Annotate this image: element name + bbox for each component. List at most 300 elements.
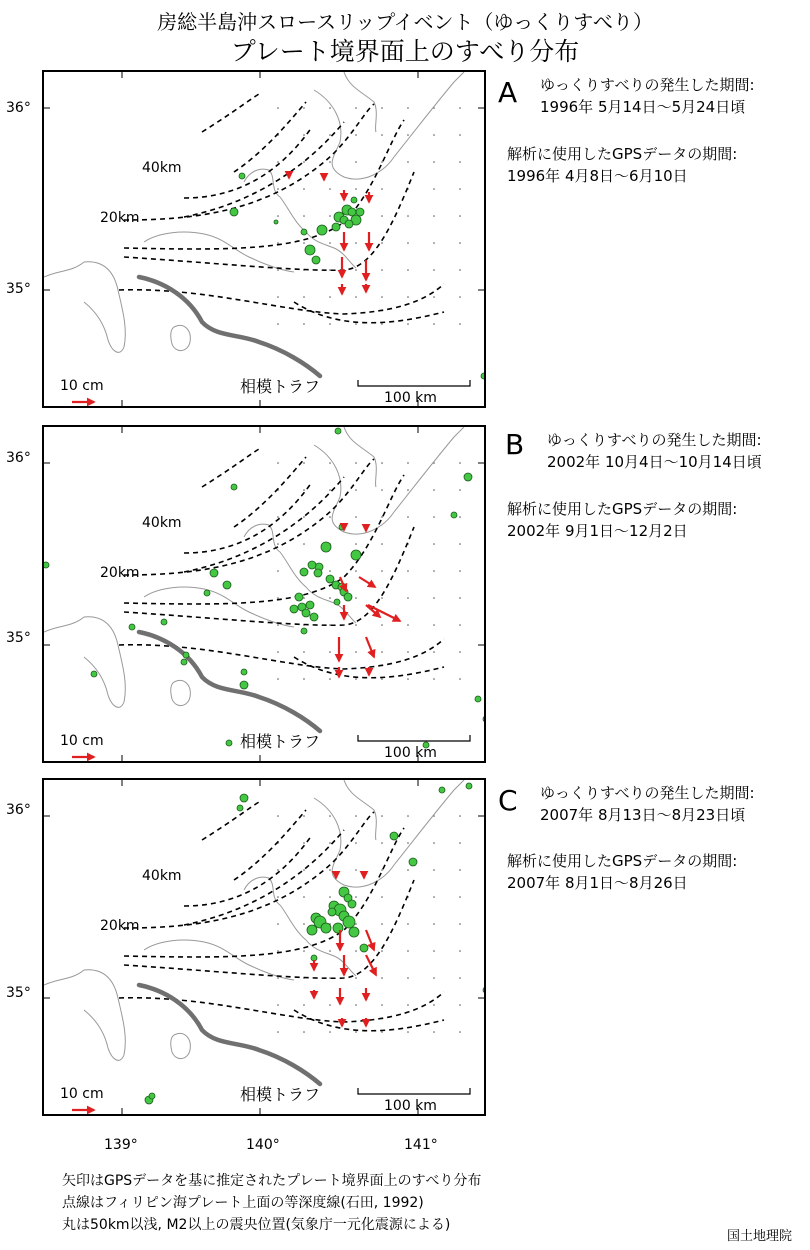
coastline: [344, 72, 376, 132]
earthquake-epicenter: [356, 208, 364, 216]
coastline: [344, 780, 376, 840]
earthquake-epicenter: [204, 590, 210, 596]
earthquake-epicenter: [409, 858, 417, 866]
earthquake-epicenter: [305, 245, 315, 255]
grid-dot: [459, 215, 461, 217]
earthquake-epicenter: [314, 569, 322, 577]
grid-dot: [381, 489, 383, 491]
earthquake-epicenter: [334, 599, 340, 605]
trough-label: 相模トラフ: [240, 732, 321, 751]
earthquake-epicenter: [301, 229, 307, 235]
grid-dot: [381, 651, 383, 653]
grid-dot: [329, 1031, 331, 1033]
grid-dot: [381, 462, 383, 464]
event-label: ゆっくりすべりの発生した期間:: [547, 431, 762, 449]
panel-a-gps: [507, 143, 737, 187]
grid-dot: [407, 678, 409, 680]
map-canvas: [44, 72, 484, 406]
scale-bar: [358, 1088, 470, 1094]
coastline: [171, 1033, 191, 1058]
earthquake-epicenter: [348, 900, 356, 908]
grid-dot: [433, 543, 435, 545]
grid-dot: [407, 950, 409, 952]
scale-arrow-label: 10 cm: [60, 733, 104, 749]
grid-dot: [433, 869, 435, 871]
event-period: 2007年 8月13日～8月23日頃: [540, 806, 746, 824]
earthquake-epicenter: [328, 908, 336, 916]
grid-dot: [459, 296, 461, 298]
grid-dot: [407, 516, 409, 518]
lon-label-139: 139°: [104, 1137, 138, 1153]
grid-dot: [277, 462, 279, 464]
earthquake-epicenter: [183, 652, 189, 658]
grid-dot: [407, 1004, 409, 1006]
grid-dot: [277, 570, 279, 572]
scale-bar: [358, 735, 470, 741]
grid-dot: [303, 896, 305, 898]
earthquake-epicenter: [464, 473, 472, 481]
grid-dot: [303, 1004, 305, 1006]
grid-dot: [329, 323, 331, 325]
grid-dot: [407, 489, 409, 491]
event-period: 2002年 10月4日～10月14日頃: [547, 453, 762, 471]
grid-dot: [303, 1031, 305, 1033]
grid-dot: [355, 269, 357, 271]
earthquake-epicenter: [360, 944, 368, 952]
contour-label-20km: 20km: [100, 210, 140, 226]
trough-label: 相模トラフ: [240, 377, 321, 396]
grid-dot: [433, 1004, 435, 1006]
earthquake-epicenter: [466, 783, 472, 789]
grid-dot: [355, 678, 357, 680]
grid-dot: [277, 651, 279, 653]
earthquake-epicenter: [307, 925, 317, 935]
earthquake-epicenter: [230, 208, 238, 216]
depth-contour: [234, 102, 306, 172]
grid-dot: [303, 869, 305, 871]
earthquake-epicenter: [129, 624, 135, 630]
grid-dot: [355, 323, 357, 325]
lat-label-36: 36°: [6, 802, 31, 818]
earthquake-epicenter: [44, 562, 49, 568]
depth-contour: [184, 835, 312, 906]
grid-dot: [277, 597, 279, 599]
grid-dot: [303, 815, 305, 817]
earthquake-epicenter: [290, 605, 298, 613]
grid-dot: [459, 269, 461, 271]
grid-dot: [381, 1004, 383, 1006]
grid-dot: [381, 323, 383, 325]
lat-label-35: 35°: [6, 281, 31, 297]
grid-dot: [459, 570, 461, 572]
grid-dot: [355, 188, 357, 190]
earthquake-epicenter: [483, 987, 484, 993]
grid-dot: [407, 161, 409, 163]
grid-dot: [329, 242, 331, 244]
depth-contour: [124, 120, 404, 249]
depth-contour: [184, 482, 312, 553]
lon-label-140: 140°: [246, 1137, 280, 1153]
coastline: [171, 680, 191, 705]
grid-dot: [433, 516, 435, 518]
earthquake-epicenter: [312, 256, 320, 264]
grid-dot: [381, 107, 383, 109]
grid-dot: [381, 624, 383, 626]
coastline: [44, 262, 84, 277]
grid-dot: [381, 869, 383, 871]
depth-contour: [202, 802, 259, 840]
grid-dot: [329, 678, 331, 680]
slip-arrow: [366, 955, 376, 975]
earthquake-epicenter: [181, 659, 187, 665]
grid-dot: [303, 923, 305, 925]
grid-dot: [355, 462, 357, 464]
grid-dot: [355, 896, 357, 898]
panel-letter-c: C: [498, 784, 518, 817]
grid-dot: [459, 869, 461, 871]
grid-dot: [355, 815, 357, 817]
grid-dot: [277, 815, 279, 817]
earthquake-epicenter: [335, 428, 341, 434]
grid-dot: [407, 242, 409, 244]
grid-dot: [355, 950, 357, 952]
grid-dot: [277, 543, 279, 545]
panel-b-gps: [507, 498, 737, 542]
trough-label: 相模トラフ: [240, 1085, 321, 1104]
earthquake-epicenter: [317, 225, 327, 235]
grid-dot: [303, 242, 305, 244]
grid-dot: [277, 188, 279, 190]
earthquake-epicenter: [333, 923, 343, 933]
coastline: [44, 617, 84, 632]
panel-c-gps: [507, 850, 737, 894]
grid-dot: [381, 597, 383, 599]
earthquake-epicenter: [210, 569, 218, 577]
grid-dot: [381, 242, 383, 244]
grid-dot: [433, 570, 435, 572]
grid-dot: [355, 516, 357, 518]
grid-dot: [355, 1004, 357, 1006]
earthquake-epicenter: [302, 609, 310, 617]
grid-dot: [303, 597, 305, 599]
grid-dot: [407, 815, 409, 817]
grid-dot: [381, 678, 383, 680]
grid-dot: [381, 161, 383, 163]
grid-dot: [459, 188, 461, 190]
grid-dot: [459, 543, 461, 545]
grid-dot: [277, 323, 279, 325]
grid-dot: [381, 134, 383, 136]
grid-dot: [355, 134, 357, 136]
depth-contour: [202, 94, 259, 132]
gps-label: 解析に使用したGPSデータの期間:: [507, 852, 738, 870]
lat-label-36: 36°: [6, 100, 31, 116]
grid-dot: [329, 462, 331, 464]
event-period: 1996年 5月14日～5月24日頃: [540, 98, 746, 116]
grid-dot: [433, 624, 435, 626]
earthquake-epicenter: [241, 669, 247, 675]
grid-dot: [407, 977, 409, 979]
slip-arrow: [368, 605, 400, 621]
earthquake-epicenter: [390, 832, 398, 840]
earthquake-epicenter: [240, 794, 248, 802]
grid-dot: [459, 597, 461, 599]
grid-dot: [381, 923, 383, 925]
earthquake-epicenter: [295, 593, 303, 601]
grid-dot: [277, 923, 279, 925]
grid-dot: [381, 269, 383, 271]
grid-dot: [329, 269, 331, 271]
grid-dot: [433, 269, 435, 271]
grid-dot: [303, 323, 305, 325]
depth-contour: [124, 172, 414, 270]
grid-dot: [381, 516, 383, 518]
earthquake-epicenter: [226, 740, 232, 746]
earthquake-epicenter: [321, 542, 331, 552]
earthquake-epicenter: [274, 220, 278, 224]
coastline: [144, 232, 294, 272]
grid-dot: [433, 489, 435, 491]
grid-dot: [303, 678, 305, 680]
earthquake-epicenter: [231, 484, 237, 490]
grid-dot: [433, 896, 435, 898]
grid-dot: [355, 869, 357, 871]
grid-dot: [277, 1031, 279, 1033]
depth-contour: [234, 810, 306, 880]
grid-dot: [355, 570, 357, 572]
sagami-trough-line: [139, 277, 320, 376]
grid-dot: [329, 161, 331, 163]
grid-dot: [329, 107, 331, 109]
grid-dot: [407, 651, 409, 653]
earthquake-epicenter: [240, 681, 248, 689]
grid-dot: [433, 977, 435, 979]
earthquake-epicenter: [161, 619, 167, 625]
panel-b-event: [547, 429, 762, 473]
grid-dot: [277, 161, 279, 163]
earthquake-epicenter: [351, 197, 357, 203]
grid-dot: [303, 489, 305, 491]
scale-bar: [358, 380, 470, 386]
grid-dot: [329, 842, 331, 844]
grid-dot: [277, 269, 279, 271]
grid-dot: [277, 107, 279, 109]
earthquake-epicenter: [310, 613, 318, 621]
grid-dot: [303, 134, 305, 136]
grid-dot: [329, 215, 331, 217]
gps-label: 解析に使用したGPSデータの期間:: [507, 500, 738, 518]
grid-dot: [381, 1031, 383, 1033]
grid-dot: [381, 296, 383, 298]
grid-dot: [407, 570, 409, 572]
depth-contour: [234, 457, 306, 527]
grid-dot: [303, 462, 305, 464]
contour-label-20km: 20km: [100, 565, 140, 581]
grid-dot: [459, 134, 461, 136]
grid-dot: [459, 242, 461, 244]
grid-dot: [329, 896, 331, 898]
grid-dot: [407, 624, 409, 626]
map-canvas: [44, 427, 484, 761]
earthquake-epicenter: [332, 223, 340, 231]
earthquake-epicenter: [239, 173, 245, 179]
earthquake-epicenter: [351, 550, 361, 560]
earthquake-epicenter: [481, 373, 484, 379]
gps-period: 1996年 4月8日～6月10日: [507, 167, 688, 185]
grid-dot: [407, 296, 409, 298]
grid-dot: [459, 323, 461, 325]
map-panel-c: [42, 778, 486, 1116]
gps-period: 2007年 8月1日～8月26日: [507, 874, 688, 892]
grid-dot: [459, 842, 461, 844]
grid-dot: [407, 107, 409, 109]
grid-dot: [459, 923, 461, 925]
depth-contour: [202, 449, 259, 487]
grid-dot: [433, 842, 435, 844]
grid-dot: [407, 869, 409, 871]
grid-dot: [303, 842, 305, 844]
grid-dot: [433, 323, 435, 325]
grid-dot: [303, 543, 305, 545]
coastline: [171, 325, 191, 350]
grid-dot: [407, 597, 409, 599]
grid-dot: [459, 896, 461, 898]
grid-dot: [381, 977, 383, 979]
grid-dot: [407, 215, 409, 217]
grid-dot: [277, 215, 279, 217]
lat-label-35: 35°: [6, 985, 31, 1001]
scale-bar-label: 100 km: [384, 745, 437, 761]
grid-dot: [433, 161, 435, 163]
earthquake-epicenter: [349, 927, 359, 937]
grid-dot: [329, 950, 331, 952]
grid-dot: [277, 242, 279, 244]
coastline: [314, 427, 464, 534]
scale-arrow-label: 10 cm: [60, 1086, 104, 1102]
legend-contours: 点線はフィリピン海プレート上面の等深度線(石田, 1992): [62, 1195, 424, 1211]
panel-letter-a: A: [498, 76, 518, 109]
grid-dot: [459, 489, 461, 491]
grid-dot: [381, 543, 383, 545]
credit: 国土地理院: [727, 1229, 793, 1244]
contour-label-40km: 40km: [142, 868, 182, 884]
grid-dot: [459, 815, 461, 817]
grid-dot: [329, 296, 331, 298]
panel-a-event: [540, 74, 755, 118]
title-line-1: 房総半島沖スロースリップイベント（ゆっくりすべり）: [157, 10, 653, 34]
grid-dot: [303, 516, 305, 518]
gps-label: 解析に使用したGPSデータの期間:: [507, 145, 738, 163]
earthquake-epicenter: [439, 787, 445, 793]
grid-dot: [329, 134, 331, 136]
grid-dot: [329, 651, 331, 653]
grid-dot: [381, 570, 383, 572]
grid-dot: [459, 678, 461, 680]
lat-label-36: 36°: [6, 450, 31, 466]
grid-dot: [277, 896, 279, 898]
depth-contour: [184, 127, 312, 198]
event-label: ゆっくりすべりの発生した期間:: [540, 784, 755, 802]
grid-dot: [433, 215, 435, 217]
coastline: [44, 970, 84, 985]
earthquake-epicenter: [343, 916, 355, 928]
grid-dot: [329, 977, 331, 979]
grid-dot: [381, 215, 383, 217]
grid-dot: [459, 462, 461, 464]
lat-label-35: 35°: [6, 630, 31, 646]
grid-dot: [433, 134, 435, 136]
map-panel-a: [42, 70, 486, 408]
grid-dot: [303, 651, 305, 653]
earthquake-epicenter: [483, 716, 484, 722]
grid-dot: [407, 462, 409, 464]
grid-dot: [407, 323, 409, 325]
grid-dot: [277, 678, 279, 680]
grid-dot: [303, 161, 305, 163]
contour-label-40km: 40km: [142, 160, 182, 176]
grid-dot: [459, 977, 461, 979]
grid-dot: [277, 516, 279, 518]
depth-contour: [124, 828, 404, 957]
grid-dot: [381, 815, 383, 817]
earthquake-epicenter: [475, 696, 481, 702]
scale-bar-label: 100 km: [384, 1098, 437, 1114]
grid-dot: [277, 296, 279, 298]
grid-dot: [355, 1031, 357, 1033]
grid-dot: [303, 107, 305, 109]
legend-notes: [62, 1170, 481, 1236]
event-label: ゆっくりすべりの発生した期間:: [540, 76, 755, 94]
earthquake-epicenter: [344, 593, 352, 601]
grid-dot: [459, 1004, 461, 1006]
coastline: [144, 940, 294, 980]
earthquake-epicenter: [223, 581, 231, 589]
grid-dot: [433, 678, 435, 680]
coastline: [344, 427, 376, 487]
slip-arrow: [366, 637, 374, 657]
grid-dot: [459, 516, 461, 518]
grid-dot: [355, 543, 357, 545]
grid-dot: [329, 188, 331, 190]
earthquake-epicenter: [451, 512, 457, 518]
slip-arrow: [359, 577, 375, 587]
lon-label-141: 141°: [404, 1137, 438, 1153]
grid-dot: [459, 651, 461, 653]
grid-dot: [355, 624, 357, 626]
map-panel-b: [42, 425, 486, 763]
grid-dot: [355, 923, 357, 925]
earthquake-epicenter: [237, 805, 243, 811]
grid-dot: [407, 923, 409, 925]
grid-dot: [433, 923, 435, 925]
earthquake-epicenter: [326, 575, 334, 583]
grid-dot: [355, 842, 357, 844]
scale-bar-label: 100 km: [384, 390, 437, 406]
grid-dot: [433, 1031, 435, 1033]
grid-dot: [303, 188, 305, 190]
earthquake-epicenter: [308, 561, 316, 569]
coastline: [314, 72, 464, 179]
coastline: [84, 617, 125, 708]
depth-contour: [124, 527, 414, 625]
legend-arrows: 矢印はGPSデータを基に推定されたプレート境界面上のすべり分布: [62, 1173, 482, 1189]
grid-dot: [407, 1031, 409, 1033]
grid-dot: [303, 296, 305, 298]
sagami-trough-line: [139, 985, 320, 1084]
coastline: [314, 780, 464, 887]
panel-letter-b: B: [505, 428, 525, 461]
grid-dot: [329, 869, 331, 871]
